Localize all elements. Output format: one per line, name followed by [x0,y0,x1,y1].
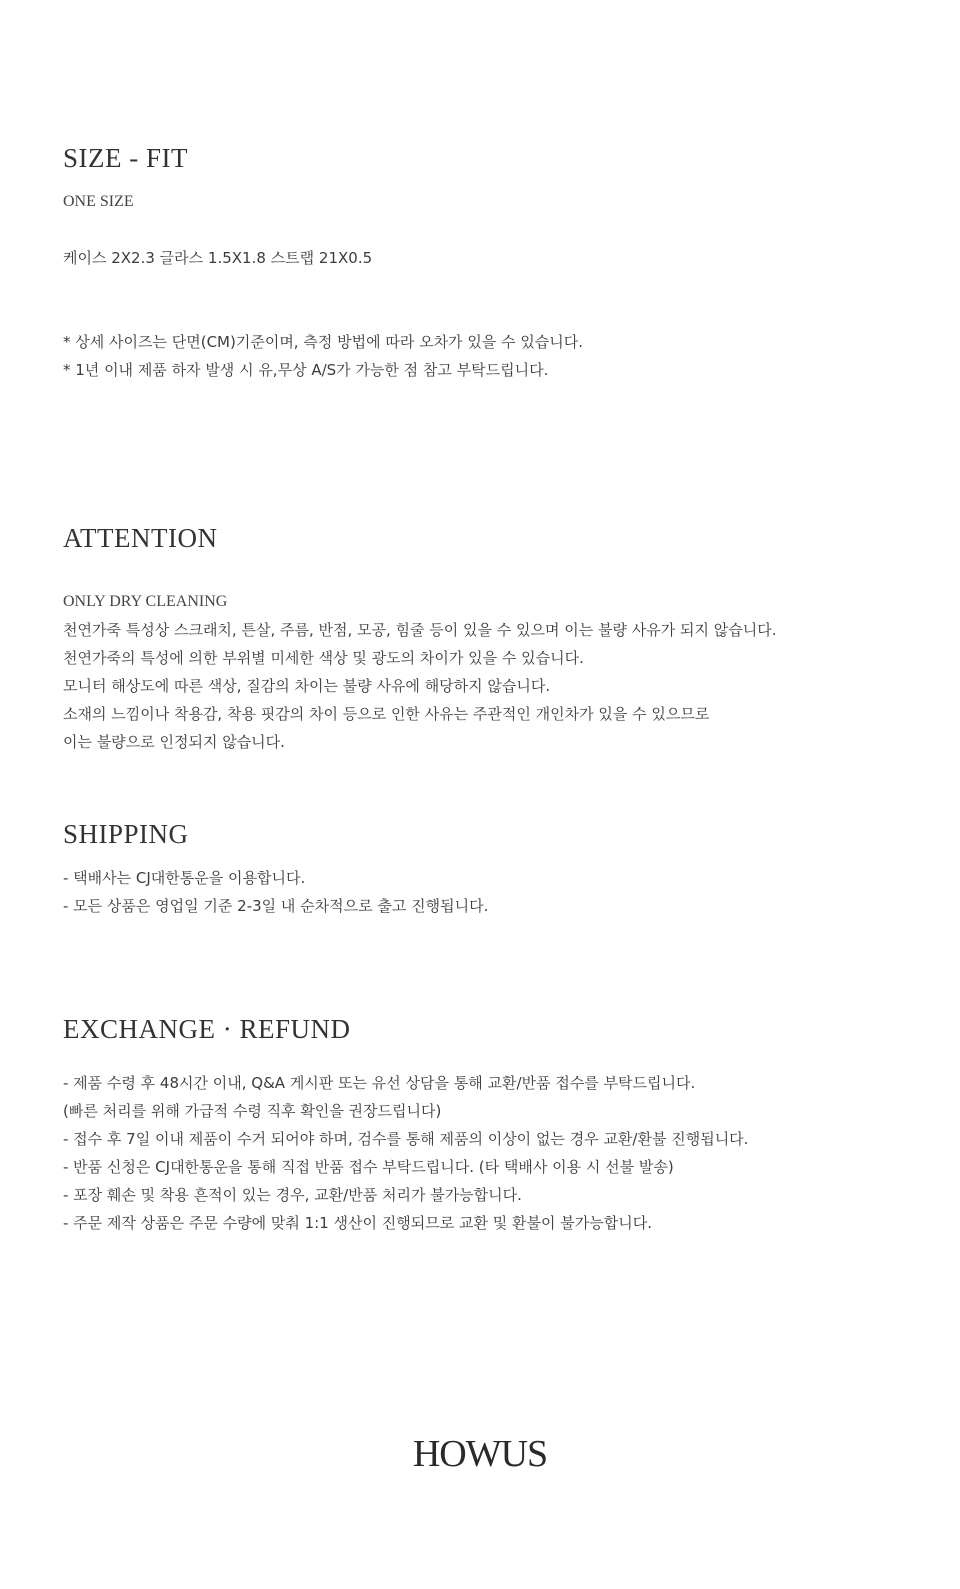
size-note: * 1년 이내 제품 하자 발생 시 유,무상 A/S가 가능한 점 참고 부탁드립니다. [63,361,549,379]
size-fit-subheading: ONE SIZE [63,193,134,210]
shipping-section [63,818,923,920]
exchange-line: - 접수 후 7일 이내 제품이 수거 되어야 하며, 검수를 통해 제품의 이상이 없는 경우 교환/환불 진행됩니다. [63,1130,749,1148]
attention-line: 소재의 느낌이나 착용감, 착용 핏감의 차이 등으로 인한 사유는 주관적인 개인차가 있을 수 있으므로 [63,705,710,723]
exchange-line: - 제품 수령 후 48시간 이내, Q&A 게시판 또는 유선 상담을 통해 교환/반품 접수를 부탁드립니다. [63,1074,696,1092]
exchange-line: - 반품 신청은 CJ대한통운을 통해 직접 반품 접수 부탁드립니다. (타 택배사 이용 시 선불 발송) [63,1158,674,1176]
attention-line: 이는 불량으로 인정되지 않습니다. [63,733,285,751]
brand-logo: HOWUS [412,1433,548,1475]
attention-line: 천연가죽의 특성에 의한 부위별 미세한 색상 및 광도의 차이가 있을 수 있습니다. [63,649,584,667]
attention-heading: ATTENTION [63,523,218,553]
shipping-line: - 택배사는 CJ대한통운을 이용합니다. [63,869,306,887]
size-note: * 상세 사이즈는 단면(CM)기준이며, 측정 방법에 따라 오차가 있을 수 있습니다. [63,333,584,351]
shipping-line: - 모든 상품은 영업일 기준 2-3일 내 순차적으로 출고 진행됩니다. [63,897,489,915]
size-fit-section [63,142,923,384]
size-fit-heading: SIZE - FIT [63,143,188,173]
attention-line: 모니터 해상도에 따른 색상, 질감의 차이는 불량 사유에 해당하지 않습니다. [63,677,551,695]
shipping-heading: SHIPPING [63,819,189,849]
exchange-refund-heading: EXCHANGE · REFUND [63,1014,351,1044]
exchange-line: - 포장 훼손 및 착용 흔적이 있는 경우, 교환/반품 처리가 불가능합니다. [63,1186,522,1204]
attention-subheading: ONLY DRY CLEANING [63,593,228,610]
exchange-line: (빠른 처리를 위해 가급적 수령 직후 확인을 권장드립니다) [63,1102,442,1120]
size-dimensions: 케이스 2X2.3 글라스 1.5X1.8 스트랩 21X0.5 [63,249,373,267]
attention-line: 천연가죽 특성상 스크래치, 튼살, 주름, 반점, 모공, 힘줄 등이 있을 수 있으며 이는 불량 사유가 되지 않습니다. [63,621,777,639]
attention-section [63,522,923,756]
exchange-line: - 주문 제작 상품은 주문 수량에 맞춰 1:1 생산이 진행되므로 교환 및 환불이 불가능합니다. [63,1214,652,1232]
exchange-refund-section [63,1013,923,1237]
